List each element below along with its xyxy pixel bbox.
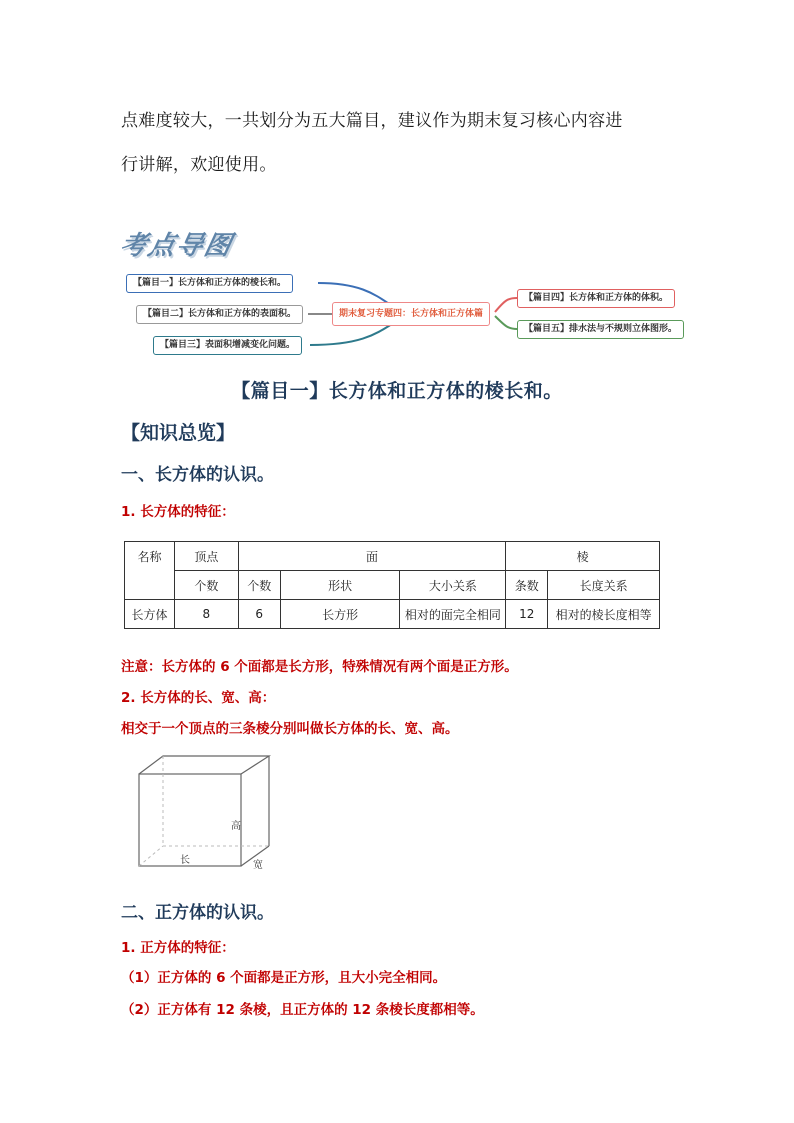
mindmap-item-3: 【篇目三】表面积增减变化问题。	[153, 336, 302, 355]
part1-sub2: 2. 长方体的长、宽、高：	[121, 690, 276, 706]
intro-line-2: 行讲解，欢迎使用。	[121, 155, 277, 175]
cuboid-top-edge	[139, 756, 269, 774]
feature-table	[124, 541, 660, 629]
th-edge: 棱	[506, 542, 660, 571]
th-name: 名称	[125, 542, 175, 600]
table-cell: 长方形	[280, 600, 400, 629]
part2-item-2: （2）正方体有 12 条棱，且正方体的 12 条棱长度都相等。	[121, 1002, 484, 1018]
table-cell: 6	[238, 600, 280, 629]
part1-note: 注意：长方体的 6 个面都是长方形，特殊情况有两个面是正方形。	[121, 659, 518, 675]
cuboid-hidden-edge	[139, 846, 163, 866]
table-cell: 12	[506, 600, 548, 629]
part2-item-1: （1）正方体的 6 个面都是正方形，且大小完全相同。	[121, 970, 447, 986]
th-sub: 个数	[174, 571, 238, 600]
th-face: 面	[238, 542, 505, 571]
mindmap-item-5: 【篇目五】排水法与不规则立体图形。	[517, 320, 684, 339]
table-cell: 相对的棱长度相等	[548, 600, 660, 629]
mindmap-item-2: 【篇目二】长方体和正方体的表面积。	[136, 305, 303, 324]
part1-definition: 相交于一个顶点的三条棱分别叫做长方体的长、宽、高。	[121, 721, 459, 737]
cuboid-front-face	[139, 774, 241, 866]
part2-sub1: 1. 正方体的特征：	[121, 940, 235, 956]
mindmap-item-1: 【篇目一】长方体和正方体的棱长和。	[126, 274, 293, 293]
cuboid-diagram	[135, 750, 285, 875]
th-sub: 个数	[238, 571, 280, 600]
overview-heading: 【知识总览】	[121, 422, 236, 444]
table-cell: 8	[174, 600, 238, 629]
table-cell: 长方体	[125, 600, 175, 629]
part1-heading: 一、长方体的认识。	[121, 465, 274, 485]
table-cell: 相对的面完全相同	[400, 600, 506, 629]
connector-4	[495, 298, 517, 312]
intro-line-1: 点难度较大，一共划分为五大篇目，建议作为期末复习核心内容进	[121, 111, 623, 131]
cuboid-length-label: 长	[180, 855, 190, 866]
cuboid-height-label: 高	[231, 821, 241, 832]
part1-sub1: 1. 长方体的特征：	[121, 504, 235, 520]
th-vertex: 顶点	[174, 542, 238, 571]
mindmap-title: 考点导图	[117, 231, 236, 261]
section-title: 【篇目一】长方体和正方体的棱长和。	[231, 380, 563, 402]
th-sub: 长度关系	[548, 571, 660, 600]
th-sub: 条数	[506, 571, 548, 600]
th-sub: 形状	[280, 571, 400, 600]
connector-5	[495, 316, 517, 329]
part2-heading: 二、正方体的认识。	[121, 903, 274, 923]
mindmap-center: 期末复习专题四：长方体和正方体篇	[332, 302, 490, 326]
cuboid-width-label: 宽	[253, 860, 263, 871]
mindmap-item-4: 【篇目四】长方体和正方体的体积。	[517, 289, 675, 308]
th-sub: 大小关系	[400, 571, 506, 600]
